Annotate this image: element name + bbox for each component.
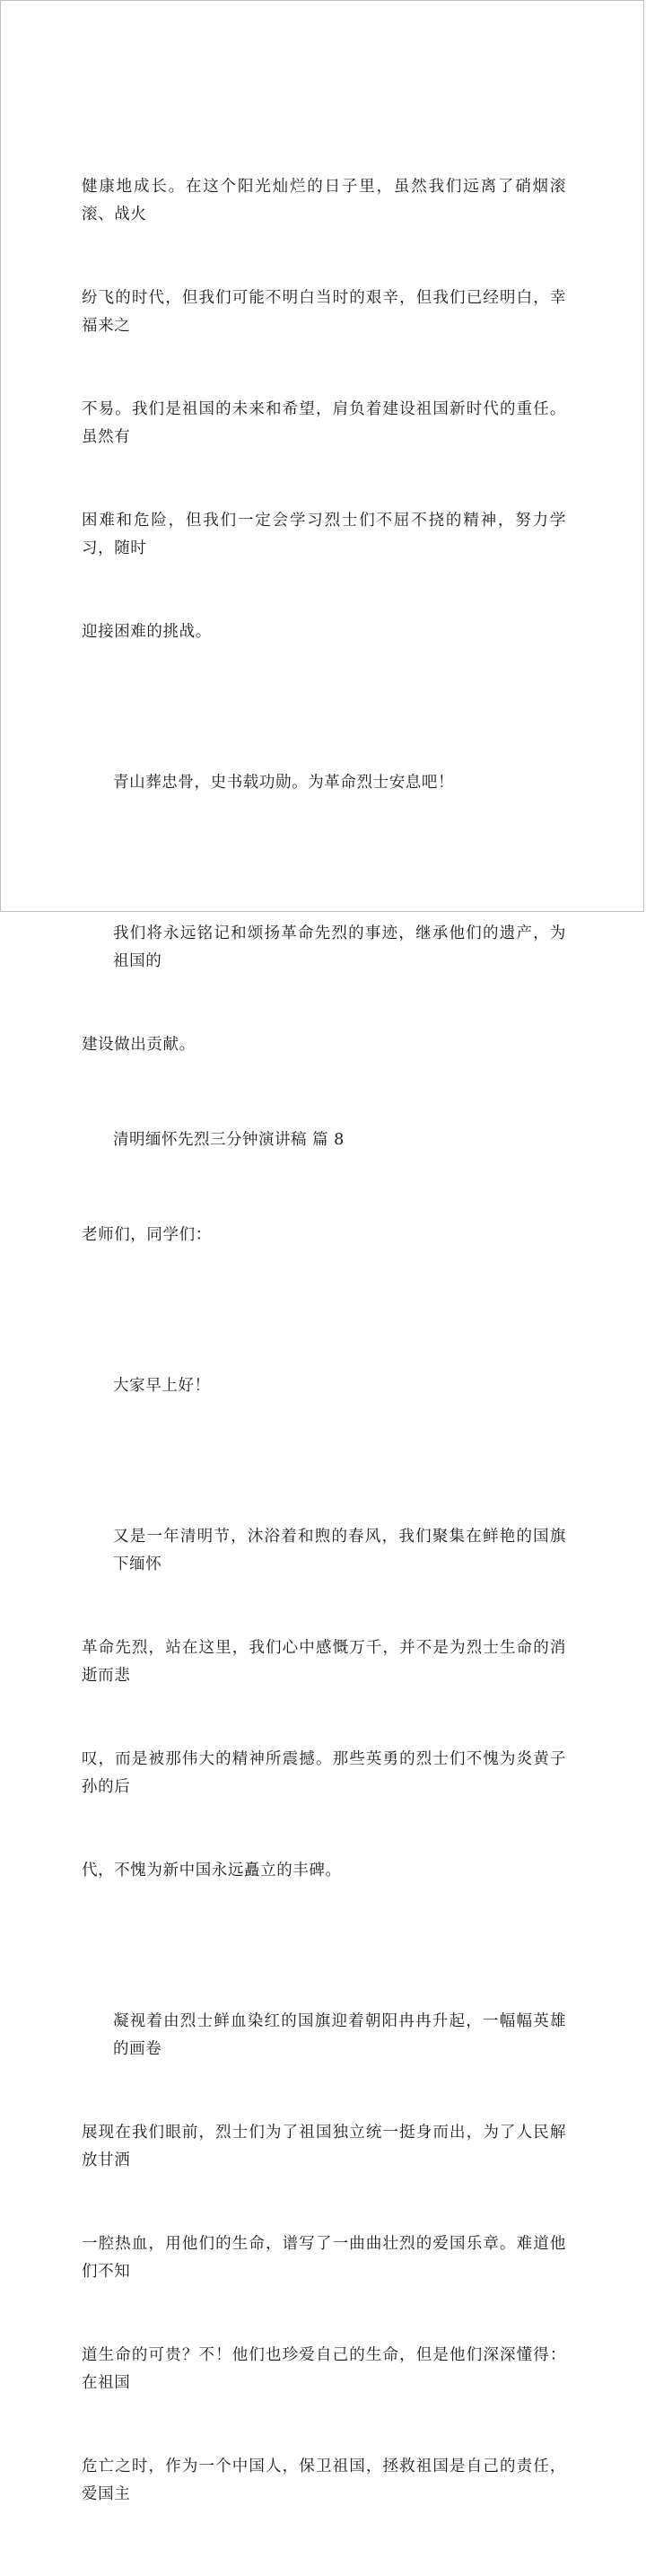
paragraph-1 [82,118,566,702]
text-line: 青山葬忠骨，史书载功勋。为革命烈士安息吧！ [113,774,455,792]
text-line: 叹，而是被那伟大的精神所震撼。那些英勇的烈士们不愧为炎黄子孙的后 [82,1750,566,1796]
text-line: 革命先烈，站在这里，我们心中感慨万千，并不是为烈士生命的消逝而悲 [82,1639,566,1685]
paragraph-3 [82,864,566,1115]
text-line: 老师们，同学们： [82,1226,212,1244]
text-line: 代，不愧为新中国永远矗立的丰碑。 [82,1862,342,1879]
text-line: 又是一年清明节，沐浴着和煦的春风，我们聚集在鲜艳的国旗下缅怀 [113,1528,566,1573]
salutation [82,1166,566,1305]
paragraph-6 [82,1468,566,1941]
text-line: 我们将永远铭记和颂扬革命先烈的事迹，继承他们的遗产，为祖国的 [113,924,566,970]
text-line: 道生命的可贵？不！他们也珍爱自己的生命，但是他们深深懂得：在祖国 [82,2346,566,2392]
text-line: 不易。我们是祖国的未来和希望，肩负着建设祖国新时代的重任。虽然有 [82,400,566,446]
section-heading: 清明缅怀先烈三分钟演讲稿 篇 8 [113,1131,345,1149]
paragraph-7 [82,1952,566,2564]
text-line: 大家早上好！ [113,1377,211,1395]
text-line: 健康地成长。在这个阳光灿烂的日子里，虽然我们远离了硝烟滚滚、战火 [82,178,566,223]
text-line: 一腔热血，用他们的生命，谱写了一曲曲壮烈的爱国乐章。难道他们不知 [82,2235,566,2281]
text-line: 凝视着由烈士鲜血染红的国旗迎着朝阳冉冉升起，一幅幅英雄的画卷 [113,2012,566,2058]
text-line: 迎接困难的挑战。 [82,623,212,641]
text-line: 建设做出贡献。 [82,1036,196,1054]
text-line: 纷飞的时代，但我们可能不明白当时的艰辛，但我们已经明白，幸福来之 [82,289,566,335]
paragraph-2 [82,714,566,853]
text-line: 危亡之时，作为一个中国人，保卫祖国，拯救祖国是自己的责任，爱国主 [82,2458,566,2503]
text-line: 困难和危险，但我们一定会学习烈士们不屈不挠的精神，努力学习，随时 [82,512,566,557]
document-body [82,118,566,2576]
greeting [82,1317,566,1456]
text-line: 展现在我们眼前，烈士们为了祖国独立统一挺身而出，为了人民解放甘洒 [82,2124,566,2169]
